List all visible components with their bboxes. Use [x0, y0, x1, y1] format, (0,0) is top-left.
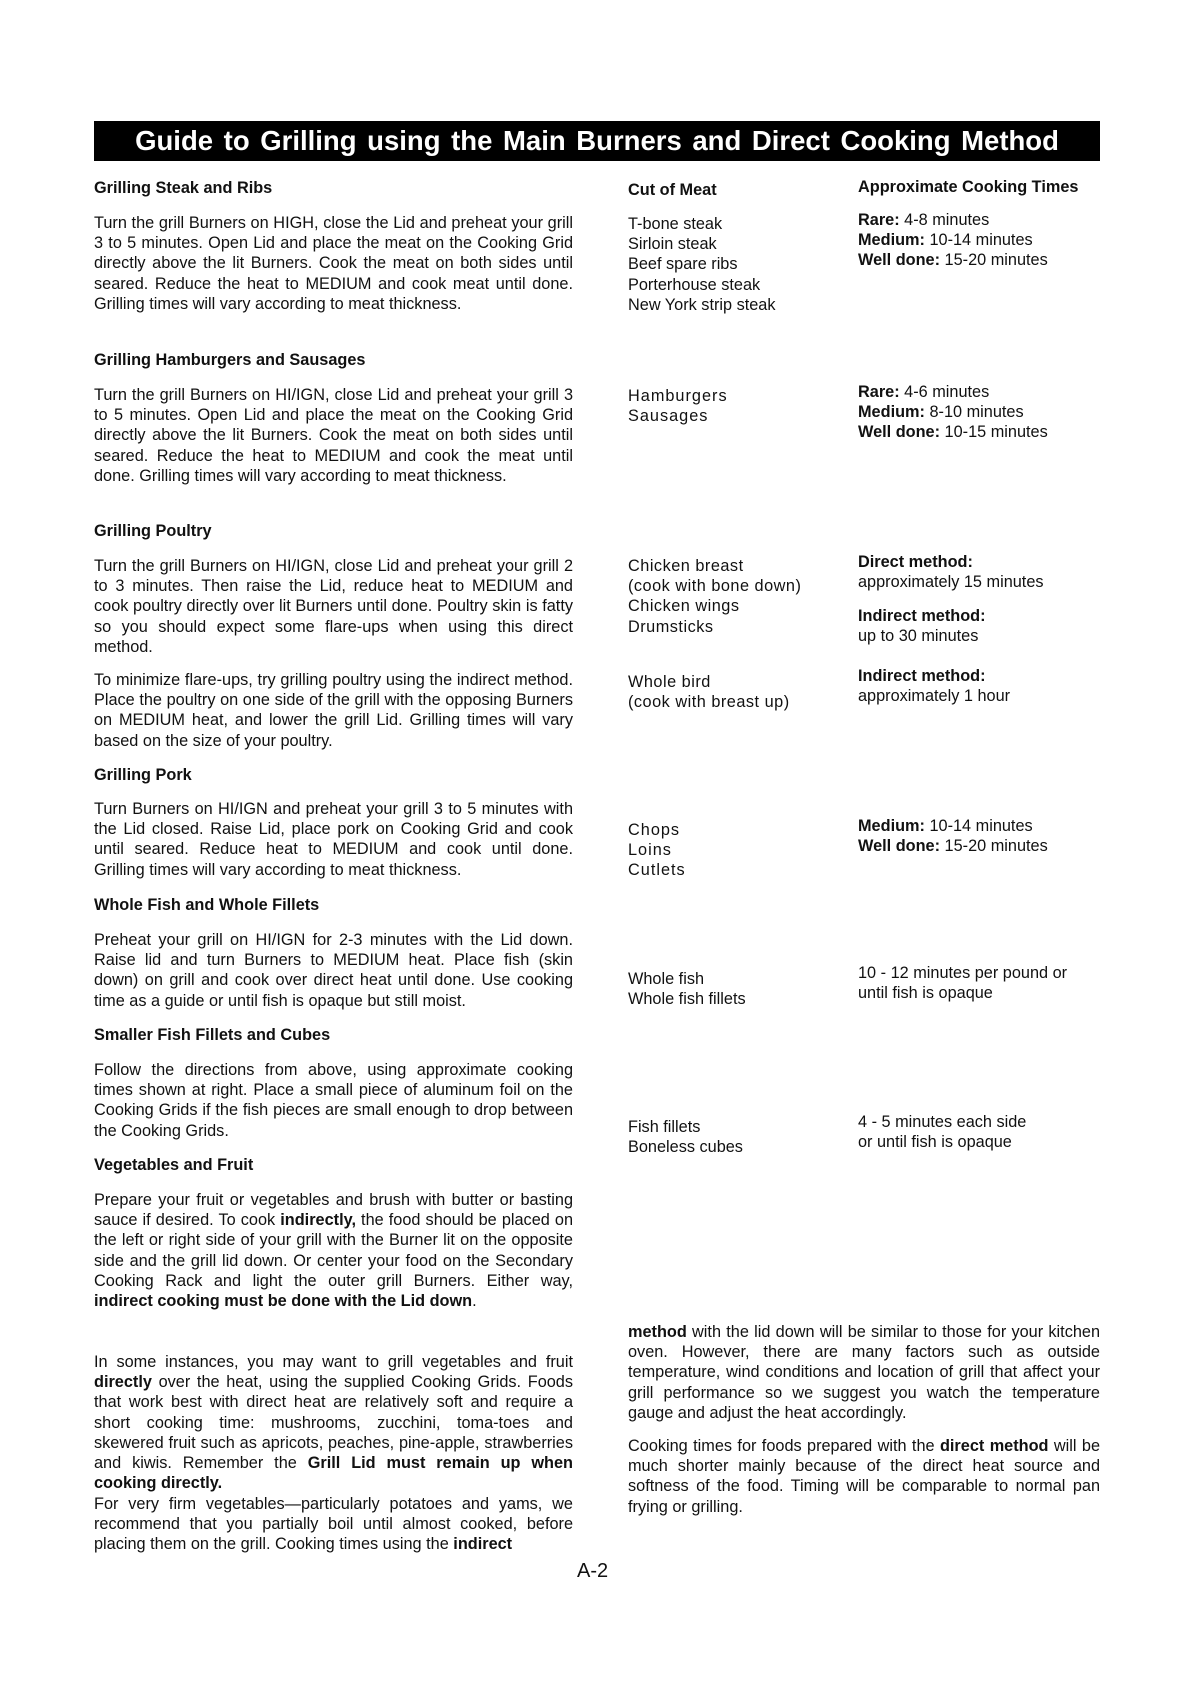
list-item: Drumsticks	[628, 617, 714, 636]
list-item: (cook with breast up)	[628, 693, 790, 712]
small-fish-heading: Smaller Fish Fillets and Cubes	[94, 1026, 331, 1044]
burgers-times	[858, 382, 1108, 443]
list-item: Sirloin steak	[628, 235, 717, 254]
steak-heading: Grilling Steak and Ribs	[94, 179, 273, 197]
small-fish-times: 4 - 5 minutes each side or until fish is opaque	[858, 1113, 1027, 1152]
pork-times	[858, 816, 1108, 856]
list-item: Whole bird	[628, 673, 711, 691]
time-row: Rare: 4-6 minutes	[858, 383, 990, 401]
poultry-whole-bird	[628, 672, 848, 712]
list-item: Porterhouse steak	[628, 275, 761, 294]
cut-of-meat-header: Cut of Meat	[628, 181, 717, 199]
pork-heading: Grilling Pork	[94, 766, 192, 784]
list-item: T-bone steak	[628, 215, 723, 233]
pork-body: Turn Burners on HI/IGN and preheat your grill 3 to 5 minutes with the Lid closed. Raise Lid, place pork on Cooking Grid and cook until seared. Reduce heat to MEDIUM and cook until done. Grilling times will vary according to meat thickness.	[94, 800, 573, 879]
small-fish-cuts	[628, 1117, 848, 1157]
list-item: Whole fish	[628, 970, 705, 988]
burgers-body: Turn the grill Burners on HI/IGN, close Lid and preheat your grill 3 to 5 minutes. Open Lid and place the meat on the Cooking Grid directly above the lit Burners. Cook the meat on both sides until seared. Reduce the heat to MEDIUM and cook the meat until done. Grilling times will vary according to meat thickness.	[94, 386, 573, 485]
burgers-heading: Grilling Hamburgers and Sausages	[94, 351, 366, 369]
poultry-body-indirect: To minimize flare-ups, try grilling poultry using the indirect method. Place the poultry on one side of the grill with the opposing Burners on MEDIUM heat, and lower the grill Lid. Grilling times will vary based on the size of your poultry.	[94, 671, 573, 750]
steak-body: Turn the grill Burners on HIGH, close the Lid and preheat your grill 3 to 5 minutes. Open Lid and place the meat on the Cooking Grid directly above the lit Burners. Cook the meat on both sides until seared. Reduce the heat to MEDIUM and cook meat until done. Grilling times will vary according to meat thickness.	[94, 214, 573, 313]
list-item: (cook with bone down)	[628, 577, 802, 596]
veg-body-indirect: Prepare your fruit or vegetables and brush with butter or basting sauce if desired. To cook indirectly, the food should be placed on the left or right side of your grill with the Burner lit on the opposite side and the grill lid down. Or center your food on the Secondary Cooking Rack and light the outer grill Burners. Either way, indirect cooking must be done with the Lid down.	[94, 1191, 574, 1311]
steak-cuts	[628, 214, 848, 315]
poultry-indirect-time-2: Indirect method: approximately 1 hour	[858, 667, 1011, 706]
fish-body: Preheat your grill on HI/IGN for 2-3 minutes with the Lid down. Raise lid and turn Burners to MEDIUM heat. Place fish (skin down) on grill and cook over direct heat until done. Use cooking time as a guide or until fish is opaque but still moist.	[94, 931, 573, 1010]
veg-body-indirect-continued: method with the lid down will be similar to those for your kitchen oven. However, there are many factors such as outside temperature, wind conditions and location of grill that affect your grill performance so we suggest you watch the temperature gauge and adjust the heat accordingly.	[628, 1323, 1100, 1422]
time-row: Well done: 15-20 minutes	[858, 251, 1048, 270]
steak-times	[858, 210, 1108, 271]
list-item: Loins	[628, 841, 672, 860]
fish-cuts	[628, 969, 848, 1009]
poultry-indirect-time: Indirect method: up to 30 minutes	[858, 607, 986, 646]
veg-body-direct: In some instances, you may want to grill vegetables and fruit directly over the heat, using the supplied Cooking Grids. Foods that work best with direct heat are relatively soft and require a short cooking time: mushrooms, zucchini, toma-toes and skewered fruit such as apricots, peaches, pine-apple, strawberries and kiwis. Remember the Grill Lid must remain up when cooking directly.	[94, 1353, 573, 1493]
small-fish-body: Follow the directions from above, using approximate cooking times shown at right. Place a small piece of aluminum foil on the Cooking Grids if the fish pieces are small enough to drop between the Cooking Grids.	[94, 1061, 573, 1140]
veg-heading: Vegetables and Fruit	[94, 1156, 254, 1174]
time-row: Rare: 4-8 minutes	[858, 211, 990, 229]
fish-times: 10 - 12 minutes per pound or until fish is opaque	[858, 964, 1068, 1003]
poultry-body-direct: Turn the grill Burners on HI/IGN, close Lid and preheat your grill 2 to 3 minutes. Then raise the Lid, reduce heat to MEDIUM and cook poultry directly over lit Burners until done. Poultry skin is fatty so you should expect some flare-ups when using this direct method.	[94, 557, 573, 656]
time-row: Well done: 15-20 minutes	[858, 837, 1048, 856]
list-item: Chops	[628, 821, 681, 839]
list-item: Chicken wings	[628, 597, 740, 616]
poultry-cuts	[628, 556, 848, 637]
time-row: Well done: 10-15 minutes	[858, 423, 1048, 442]
poultry-heading: Grilling Poultry	[94, 522, 212, 540]
list-item: Chicken breast	[628, 557, 744, 575]
veg-body-direct-times: Cooking times for foods prepared with the direct method will be much shorter mainly because of the direct heat source and softness of the food. Timing will be comparable to normal pan frying or grilling.	[628, 1437, 1101, 1516]
time-row: Medium: 8-10 minutes	[858, 403, 1024, 422]
page-title: Guide to Grilling using the Main Burners and Direct Cooking Method	[94, 121, 1100, 161]
list-item: Whole fish fillets	[628, 990, 746, 1009]
burgers-cuts	[628, 386, 848, 426]
time-row: Medium: 10-14 minutes	[858, 817, 1033, 835]
time-row: Medium: 10-14 minutes	[858, 231, 1033, 250]
fish-heading: Whole Fish and Whole Fillets	[94, 896, 320, 914]
list-item: Sausages	[628, 407, 709, 426]
list-item: Cutlets	[628, 861, 686, 880]
list-item: Boneless cubes	[628, 1138, 743, 1157]
list-item: New York strip steak	[628, 295, 776, 314]
veg-body-firm: For very firm vegetables—particularly potatoes and yams, we recommend that you partially boil until almost cooked, before placing them on the grill. Cooking times using the indirect	[94, 1495, 573, 1554]
list-item: Beef spare ribs	[628, 255, 738, 274]
pork-cuts	[628, 820, 848, 881]
page-number: A-2	[577, 1560, 609, 1582]
list-item: Fish fillets	[628, 1118, 701, 1136]
list-item: Hamburgers	[628, 387, 728, 405]
poultry-direct-time: Direct method: approximately 15 minutes	[858, 553, 1044, 592]
cooking-times-header: Approximate Cooking Times	[858, 178, 1079, 196]
